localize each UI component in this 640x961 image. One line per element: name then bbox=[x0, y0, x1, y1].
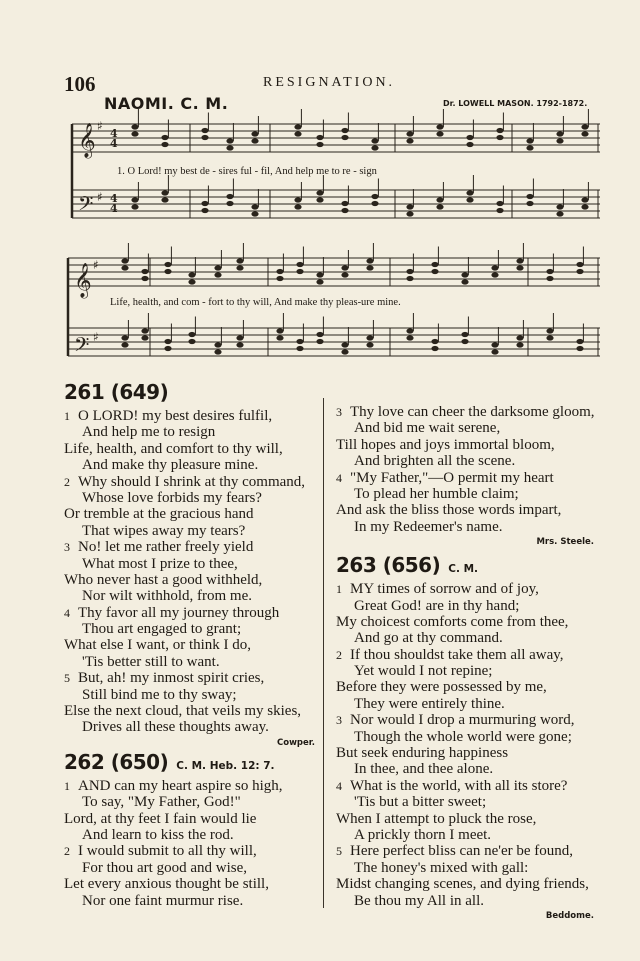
verse-text: Nor one faint murmur rise. bbox=[82, 892, 244, 909]
verse-line bbox=[336, 794, 598, 810]
verse-line bbox=[336, 712, 598, 728]
music-score bbox=[0, 0, 640, 380]
hymn-262-header bbox=[64, 750, 319, 778]
verse-line bbox=[336, 843, 598, 859]
verse-number: 1 bbox=[64, 409, 70, 423]
treble-clef-icon: 𝄞 bbox=[78, 123, 96, 158]
hymn-meter: C. M. bbox=[448, 563, 479, 576]
composer-credit: Dr. LOWELL MASON. 1792-1872. bbox=[443, 99, 588, 108]
verse-line bbox=[336, 581, 598, 597]
verse-line bbox=[64, 441, 319, 457]
verse-text: To plead her humble claim; bbox=[354, 485, 519, 502]
hymn-262-continuation bbox=[336, 404, 598, 535]
verse-text: Let every anxious thought be still, bbox=[64, 876, 269, 893]
verse-line bbox=[336, 860, 598, 876]
verse-text: The honey's mixed with gall: bbox=[354, 859, 529, 876]
right-column bbox=[336, 404, 598, 923]
hymn-263-header bbox=[336, 553, 598, 581]
verse-text: For thou art good and wise, bbox=[82, 859, 247, 876]
verse-line bbox=[336, 745, 598, 761]
verse-line bbox=[336, 470, 598, 486]
verse-text: To say, "My Father, God!" bbox=[82, 794, 241, 811]
verse-line bbox=[64, 843, 319, 859]
verse-line bbox=[64, 408, 319, 424]
hymn-262-verses bbox=[64, 778, 319, 909]
verse-text: If thou shouldst take them all away, bbox=[350, 646, 564, 663]
verse-text: Great God! are in thy hand; bbox=[354, 597, 520, 614]
verse-line bbox=[336, 761, 598, 777]
verse-line bbox=[64, 687, 319, 703]
verse-line bbox=[64, 457, 319, 473]
verse-number: 2 bbox=[64, 474, 70, 489]
hymn-261-verses bbox=[64, 408, 319, 736]
verse-number: 3 bbox=[336, 713, 342, 728]
verse-text: Drives all these thoughts away. bbox=[82, 719, 269, 736]
verse-number: 2 bbox=[64, 844, 70, 859]
verse-text: They were entirely thine. bbox=[354, 695, 505, 712]
verse-text: Whose love forbids my fears? bbox=[82, 489, 262, 506]
verse-text: Nor wilt withhold, from me. bbox=[82, 588, 252, 605]
verse-line bbox=[336, 827, 598, 843]
verse-number: 3 bbox=[64, 540, 70, 555]
hymn-263-verses bbox=[336, 581, 598, 909]
verse-line bbox=[64, 474, 319, 490]
verse-line bbox=[336, 437, 598, 453]
left-column bbox=[64, 380, 319, 909]
verse-line bbox=[64, 506, 319, 522]
bass-clef-icon: 𝄢 bbox=[74, 333, 90, 361]
verse-line bbox=[336, 630, 598, 646]
verse-text: Lord, at thy feet I fain would lie bbox=[64, 810, 257, 827]
verse-text: A prickly thorn I meet. bbox=[354, 826, 492, 843]
verse-line bbox=[64, 719, 319, 735]
hymn-meter: C. M. Heb. 12: 7. bbox=[176, 759, 275, 772]
attribution: Cowper. bbox=[277, 737, 315, 748]
verse-line bbox=[64, 794, 319, 810]
verse-line bbox=[336, 876, 598, 892]
verse-text: Midst changing scenes, and dying friends, bbox=[336, 876, 589, 893]
verse-line bbox=[336, 614, 598, 630]
verse-text: My choicest comforts come from thee, bbox=[336, 613, 569, 630]
verse-text: Who never hast a good withheld, bbox=[64, 571, 263, 588]
verse-line bbox=[336, 647, 598, 663]
verse-text: And brighten all the scene. bbox=[354, 453, 516, 470]
verse-number: 4 bbox=[336, 470, 342, 485]
tune-lyrics-line-1: 1. O Lord! my best de - sires ful - fil, And help me to re - sign bbox=[117, 166, 377, 177]
verse-line bbox=[64, 588, 319, 604]
page-number: 106 bbox=[64, 72, 96, 96]
verse-line bbox=[64, 893, 319, 909]
note-heads bbox=[121, 109, 588, 355]
verse-line bbox=[336, 420, 598, 436]
attribution: Beddome. bbox=[545, 910, 594, 921]
verse-text: And help me to resign bbox=[82, 424, 216, 441]
verse-line bbox=[64, 621, 319, 637]
verse-line bbox=[64, 827, 319, 843]
verse-line bbox=[64, 703, 319, 719]
verse-text: Thou art engaged to grant; bbox=[82, 621, 242, 638]
verse-text: And learn to kiss the rod. bbox=[82, 826, 234, 843]
verse-text: Why should I shrink at thy command, bbox=[78, 473, 306, 490]
verse-text: 'Tis better still to want. bbox=[82, 653, 220, 670]
verse-line bbox=[64, 556, 319, 572]
verse-text: 'Tis but a bitter sweet; bbox=[354, 794, 487, 811]
verse-line bbox=[64, 811, 319, 827]
verse-line bbox=[336, 598, 598, 614]
verse-line bbox=[336, 453, 598, 469]
verse-text: What else I want, or think I do, bbox=[64, 637, 252, 654]
verse-line bbox=[64, 539, 319, 555]
verse-text: When I attempt to pluck the rose, bbox=[336, 810, 537, 827]
verse-line bbox=[336, 778, 598, 794]
svg-text:♯: ♯ bbox=[93, 330, 99, 344]
verse-text: O LORD! my best desires fulfil, bbox=[78, 408, 273, 424]
verse-text: And make thy pleasure mine. bbox=[82, 457, 259, 474]
verse-number: 4 bbox=[64, 605, 70, 620]
verse-line bbox=[64, 523, 319, 539]
verse-text: In my Redeemer's name. bbox=[354, 518, 503, 535]
verse-line bbox=[64, 860, 319, 876]
svg-text:4: 4 bbox=[110, 192, 118, 205]
verse-text: Thy favor all my journey through bbox=[78, 604, 280, 621]
verse-text: But, ah! my inmost spirit cries, bbox=[78, 670, 265, 687]
verse-text: Before they were possessed by me, bbox=[336, 679, 547, 696]
verse-number: 3 bbox=[336, 405, 342, 419]
svg-text:4: 4 bbox=[110, 202, 118, 215]
verse-text: Nor would I drop a murmuring word, bbox=[350, 712, 575, 729]
verse-text: And bid me wait serene, bbox=[354, 420, 501, 437]
verse-text: And go at thy command. bbox=[354, 630, 503, 647]
verse-line bbox=[336, 486, 598, 502]
verse-number: 4 bbox=[336, 778, 342, 793]
verse-text: And ask the bliss those words impart, bbox=[336, 502, 562, 519]
verse-text: Or tremble at the gracious hand bbox=[64, 506, 254, 523]
svg-text:♯: ♯ bbox=[97, 119, 103, 133]
svg-text:♯: ♯ bbox=[97, 190, 103, 204]
verse-text: What most I prize to thee, bbox=[82, 555, 238, 572]
svg-text:♯: ♯ bbox=[93, 258, 99, 272]
running-head: RESIGNATION. bbox=[263, 75, 396, 90]
staff-lines bbox=[68, 124, 600, 356]
verse-text: AND can my heart aspire so high, bbox=[78, 777, 283, 794]
verse-text: Else the next cloud, that veils my skies, bbox=[64, 703, 302, 720]
verse-text: I would submit to all thy will, bbox=[78, 843, 257, 860]
hymn-261-header bbox=[64, 380, 319, 408]
verse-line bbox=[64, 572, 319, 588]
verse-text: Though the whole world were gone; bbox=[354, 728, 572, 745]
svg-text:4: 4 bbox=[110, 137, 118, 150]
tune-lyrics-line-2: Life, health, and com - fort to thy will, And make thy pleas-ure mine. bbox=[110, 297, 401, 308]
verse-line bbox=[64, 637, 319, 653]
verse-text: Yet would I not repine; bbox=[354, 663, 493, 680]
svg-text:4: 4 bbox=[110, 127, 118, 140]
tune-name: NAOMI. C. M. bbox=[104, 94, 229, 113]
verse-number: 1 bbox=[64, 778, 70, 793]
verse-text: What is the world, with all its store? bbox=[350, 777, 568, 794]
clef-and-key-signatures bbox=[74, 119, 118, 361]
verse-line bbox=[336, 893, 598, 909]
verse-line bbox=[336, 663, 598, 679]
verse-line bbox=[336, 404, 598, 420]
verse-line bbox=[336, 696, 598, 712]
verse-text: Be thou my All in all. bbox=[354, 892, 484, 909]
attribution: Mrs. Steele. bbox=[536, 537, 594, 548]
verse-number: 2 bbox=[336, 647, 342, 662]
verse-line bbox=[64, 670, 319, 686]
hymn-number: 262 (650) bbox=[64, 749, 169, 774]
verse-text: That wipes away my tears? bbox=[82, 522, 246, 539]
hymn-number: 261 (649) bbox=[64, 380, 169, 404]
column-divider bbox=[323, 398, 324, 908]
verse-line bbox=[336, 679, 598, 695]
verse-line bbox=[336, 519, 598, 535]
verse-text: Here perfect bliss can ne'er be found, bbox=[350, 843, 574, 860]
verse-text: But seek enduring happiness bbox=[336, 745, 509, 762]
bass-clef-icon: 𝄢 bbox=[78, 192, 94, 220]
verse-text: "My Father,"—O permit my heart bbox=[350, 469, 554, 486]
verse-line bbox=[64, 876, 319, 892]
verse-line bbox=[336, 729, 598, 745]
verse-line bbox=[64, 605, 319, 621]
verse-number: 5 bbox=[336, 844, 342, 859]
verse-line bbox=[336, 811, 598, 827]
verse-text: MY times of sorrow and of joy, bbox=[350, 581, 539, 598]
verse-line bbox=[64, 778, 319, 794]
verse-line bbox=[64, 424, 319, 440]
verse-line bbox=[64, 654, 319, 670]
verse-text: Still bind me to thy sway; bbox=[82, 686, 237, 703]
verse-text: No! let me rather freely yield bbox=[78, 539, 254, 556]
verse-text: Till hopes and joys immortal bloom, bbox=[336, 436, 555, 453]
verse-number: 5 bbox=[64, 671, 70, 686]
verse-number: 1 bbox=[336, 582, 342, 597]
verse-line bbox=[336, 502, 598, 518]
verse-line bbox=[64, 490, 319, 506]
verse-text: In thee, and thee alone. bbox=[354, 761, 494, 778]
treble-clef-icon: 𝄞 bbox=[74, 263, 92, 298]
verse-text: Life, health, and comfort to thy will, bbox=[64, 440, 283, 457]
hymn-number: 263 (656) bbox=[336, 553, 441, 578]
verse-text: Thy love can cheer the darksome gloom, bbox=[350, 404, 595, 420]
